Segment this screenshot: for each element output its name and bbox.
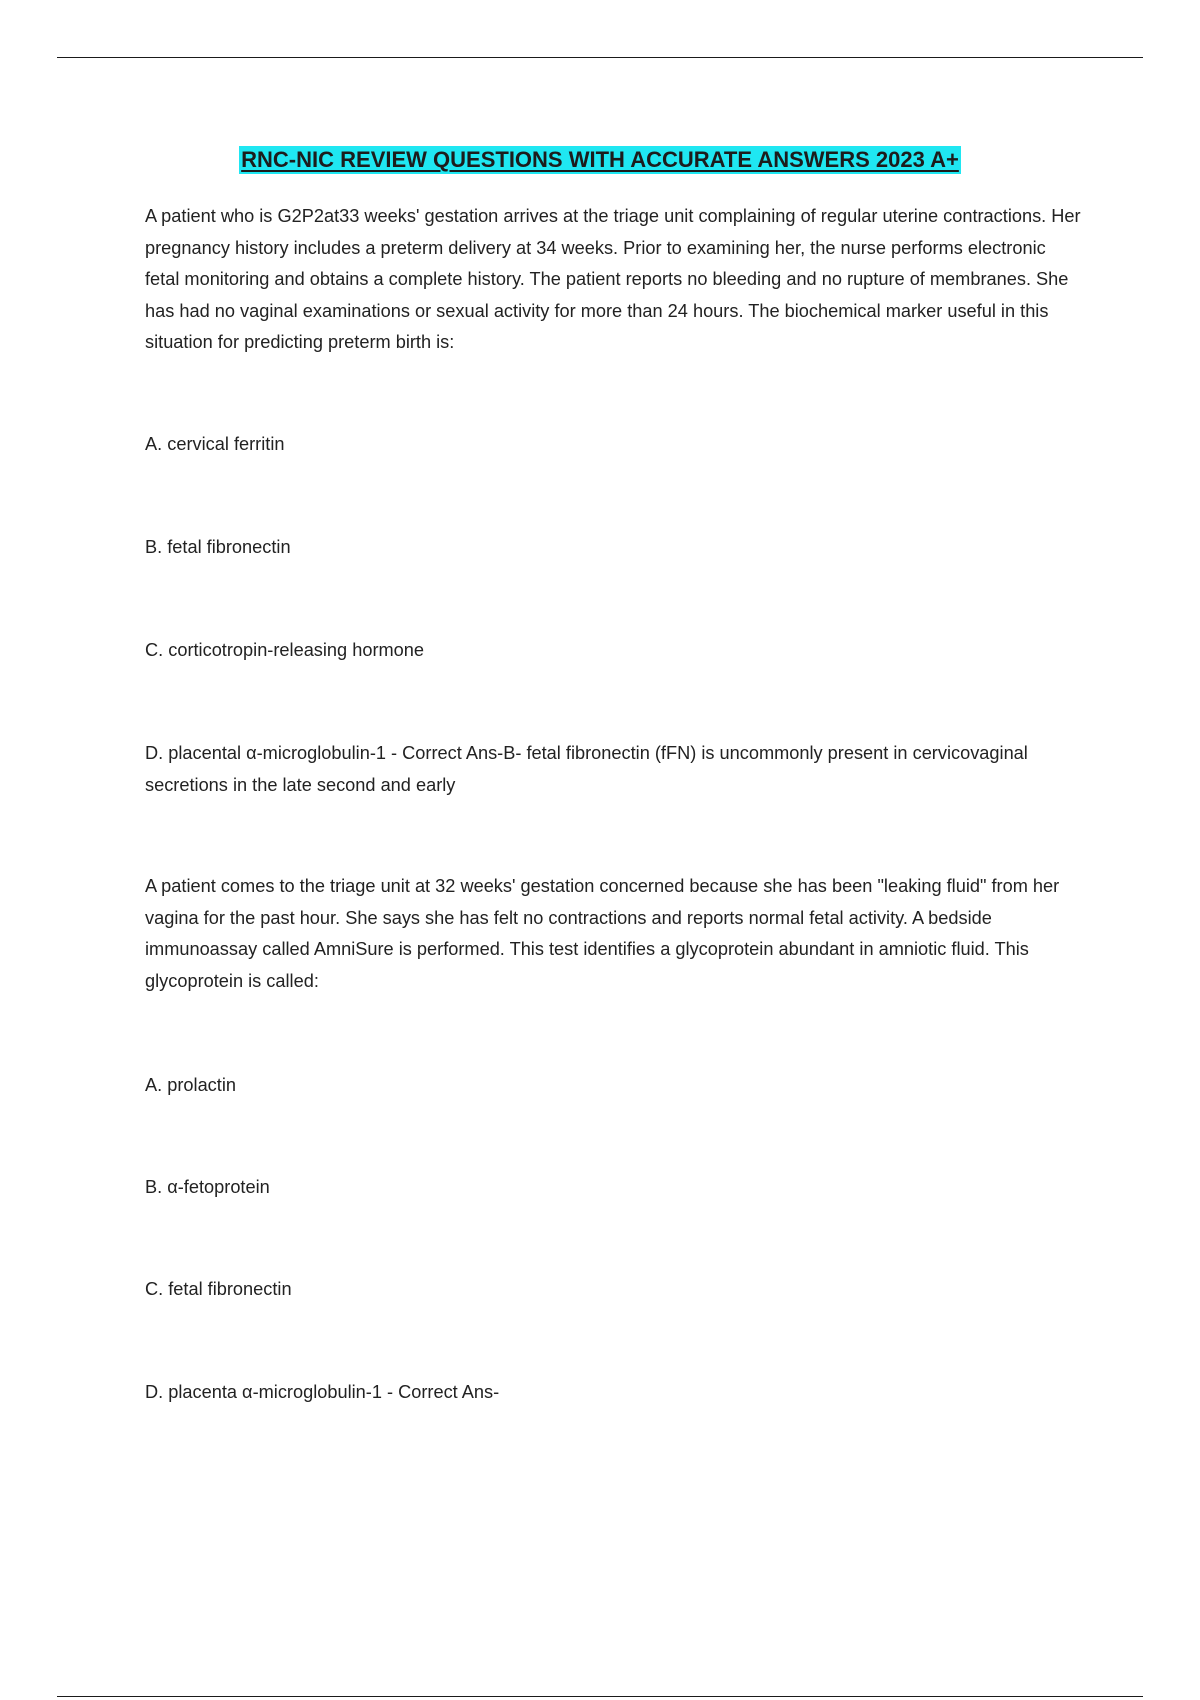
question-1-option-a: A. cervical ferritin	[145, 434, 285, 454]
document-title: RNC-NIC REVIEW QUESTIONS WITH ACCURATE ANSWERS 2023 A+	[241, 147, 959, 172]
question-2-stem: A patient comes to the triage unit at 32 weeks' gestation concerned because she has been "leaking fluid" from her vagina for the past hour. She says she has felt no contractions and reports normal fetal activity. A bedside immunoassay called AmniSure is performed. This test identifies a glycoprotein abundant in amniotic fluid. This glycoprotein is called:	[145, 876, 1060, 991]
question-2-option-d: D. placenta α-microglobulin-1 - Correct Ans-	[145, 1382, 500, 1402]
question-2-option-c: C. fetal fibronectin	[145, 1279, 292, 1299]
question-1-option-b: B. fetal fibronectin	[145, 537, 291, 557]
footer-rule	[57, 1696, 1143, 1697]
question-1-option-d: D. placental α-microglobulin-1 - Correct Ans-B- fetal fibronectin (fFN) is uncommonly present in cervicovaginal secretions in the late second and early	[145, 743, 1028, 795]
title-container	[0, 146, 1200, 174]
question-2-option-b: B. α-fetoprotein	[145, 1177, 270, 1197]
header-rule	[57, 57, 1143, 58]
question-2-option-a: A. prolactin	[145, 1075, 236, 1095]
question-1-option-c: C. corticotropin-releasing hormone	[145, 640, 425, 660]
question-1-stem: A patient who is G2P2at33 weeks' gestation arrives at the triage unit complaining of regular uterine contractions. Her pregnancy history includes a preterm delivery at 34 weeks. Prior to examining her, the nurse performs electronic fetal monitoring and obtains a complete history. The patient reports no bleeding and no rupture of membranes. She has had no vaginal examinations or sexual activity for more than 24 hours. The biochemical marker useful in this situation for predicting preterm birth is:	[145, 206, 1081, 352]
